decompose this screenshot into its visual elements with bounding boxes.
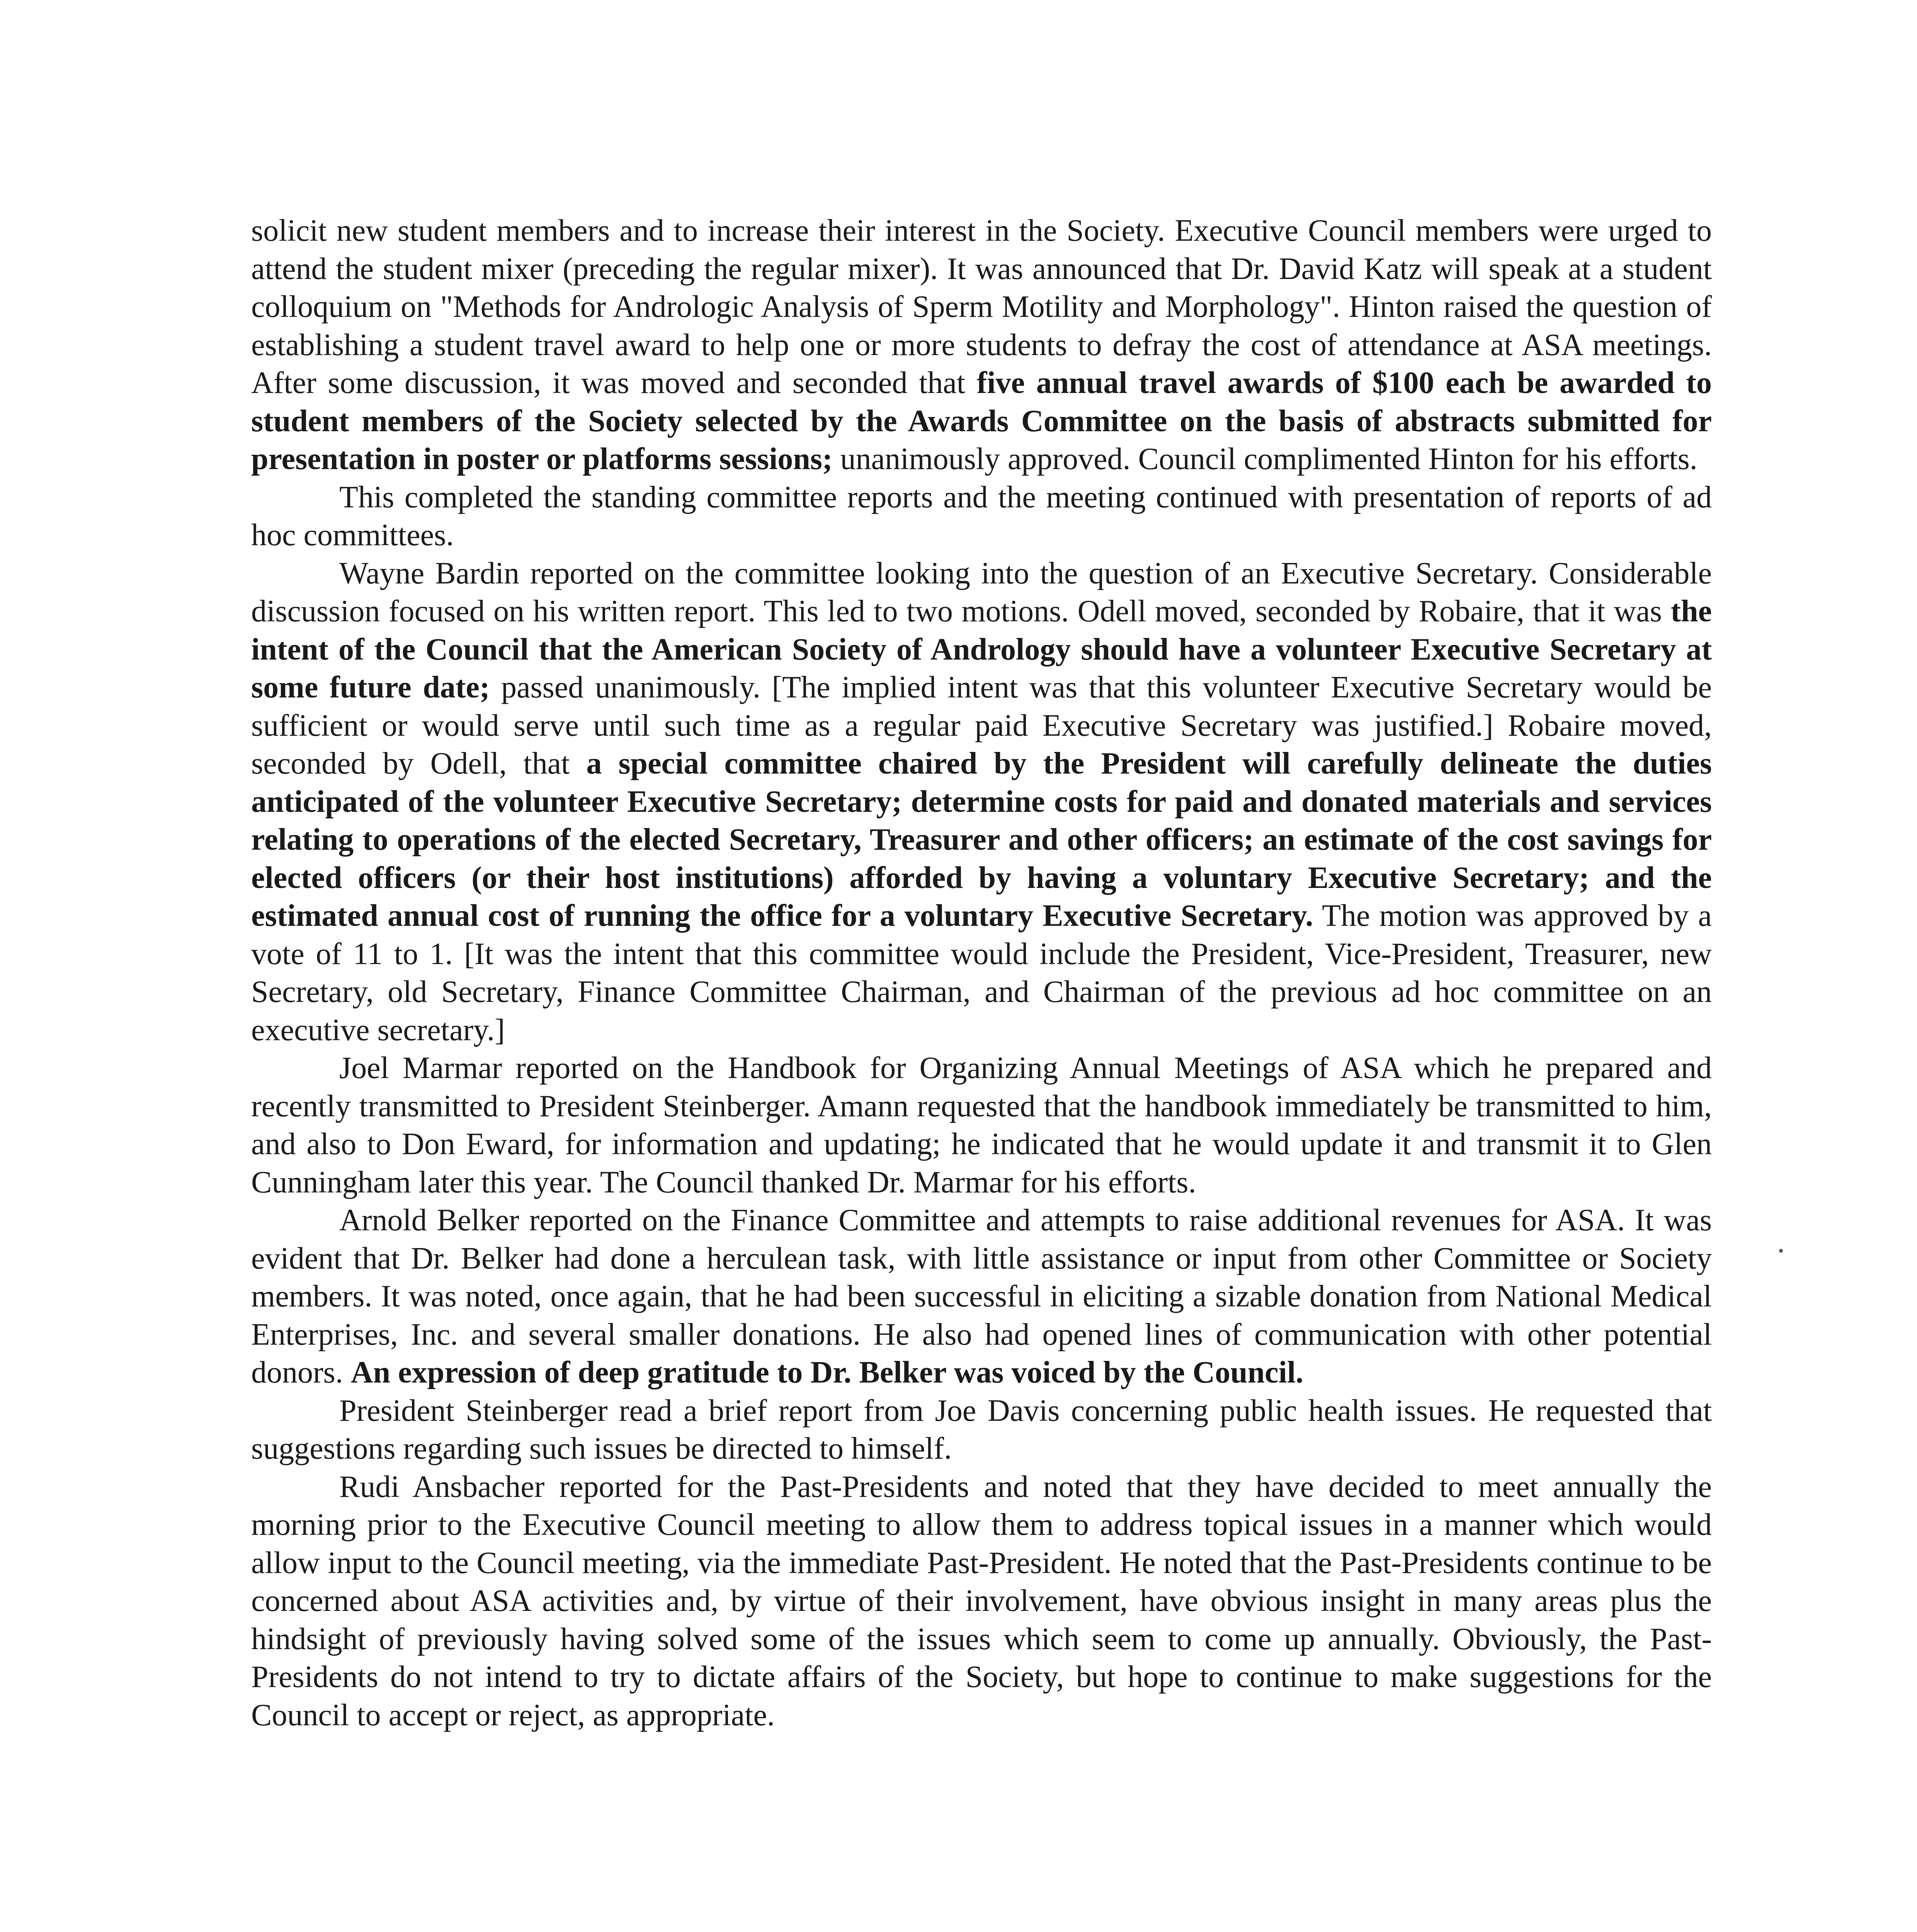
scan-speck <box>1779 1249 1783 1253</box>
text-run: Arnold Belker reported on the Finance Committee and attempts to raise additional revenues for ASA. It was evident that Dr. Belker had done a herculean task, with little assistance or input from other Committee or Society members. It was noted, once again, that he had been successful in eliciting a sizable donation from National Medical Enterprises, Inc. and several smaller donations. He also had opened lines of communication with other potential donors. <box>251 1203 1712 1389</box>
paragraph-public-health <box>251 1392 1712 1468</box>
bold-motion-travel-awards: five annual travel awards of $100 each be awarded to student members of the Society selected by the Awards Committee on the basis of abstracts submitted for presentation in poster or platforms sessions; <box>251 366 1712 476</box>
bold-motion-volunteer-secretary: the intent of the Council that the American Society of Andrology should have a volunteer Executive Secretary at some future date; <box>251 594 1712 704</box>
bold-expression-of-gratitude: An expression of deep gratitude to Dr. Belker was voiced by the Council. <box>350 1355 1303 1389</box>
text-run: Wayne Bardin reported on the committee looking into the question of an Executive Secretary. Considerable discussion focused on his written report. This led to two motions. Odell moved, seconded by Robaire, that it was <box>251 556 1712 628</box>
text-run: passed unanimously. [The implied intent was that this volunteer Executive Secretary would be sufficient or would serve until such time as a regular paid Executive Secretary was justified.] Robaire moved, seconded by Odell, that <box>251 670 1712 781</box>
text-run: President Steinberger read a brief report from Joe Davis concerning public health issues. He requested that suggestions regarding such issues be directed to himself. <box>251 1393 1712 1466</box>
text-run: This completed the standing committee reports and the meeting continued with presentation of reports of ad hoc committees. <box>251 480 1712 552</box>
paragraph-handbook <box>251 1049 1712 1201</box>
text-run: solicit new student members and to increase their interest in the Society. Executive Council members were urged to attend the student mixer (preceding the regular mixer). It was announced that Dr. David Katz will speak at a student colloquium on "Methods for Andrologic Analysis of Sperm Motility and Morphology". Hinton raised the question of establishing a student travel award to help one or more students to defray the cost of attendance at ASA meetings. After some discussion, it was moved and seconded that <box>251 214 1712 400</box>
text-run: unanimously approved. Council complimented Hinton for his efforts. <box>832 442 1698 476</box>
paragraph-finance-committee <box>251 1201 1712 1392</box>
minutes-body <box>251 212 1712 1734</box>
paragraph-executive-secretary <box>251 554 1712 1049</box>
paragraph-past-presidents <box>251 1468 1712 1735</box>
bold-motion-special-committee: a special committee chaired by the President will carefully delineate the duties anticipated of the volunteer Executive Secretary; determine costs for paid and donated materials and services relating to operations of the elected Secretary, Treasurer and other officers; an estimate of the cost savings for elected officers (or their host institutions) afforded by having a voluntary Executive Secretary; and the estimated annual cost of running the office for a voluntary Executive Secretary. <box>251 747 1712 933</box>
paragraph-student-affairs <box>251 212 1712 478</box>
text-run: The motion was approved by a vote of 11 to 1. [It was the intent that this committee would include the President, Vice-President, Treasurer, new Secretary, old Secretary, Finance Committee Chairman, and Chairman of the previous ad hoc committee on an executive secretary.] <box>251 899 1712 1047</box>
paragraph-standing-committees-complete <box>251 478 1712 554</box>
text-run: Joel Marmar reported on the Handbook for Organizing Annual Meetings of ASA which he prepared and recently transmitted to President Steinberger. Amann requested that the handbook immediately be transmitted to him, and also to Don Eward, for information and updating; he indicated that he would update it and transmit it to Glen Cunningham later this year. The Council thanked Dr. Marmar for his efforts. <box>251 1051 1712 1199</box>
text-run: Rudi Ansbacher reported for the Past-Presidents and noted that they have decided to meet annually the morning prior to the Executive Council meeting to allow them to address topical issues in a manner which would allow input to the Council meeting, via the immediate Past-President. He noted that the Past-Presidents continue to be concerned about ASA activities and, by virtue of their involvement, have obvious insight in many areas plus the hindsight of previously having solved some of the issues which seem to come up annually. Obviously, the Past-Presidents do not intend to try to dictate affairs of the Society, but hope to continue to make suggestions for the Council to accept or reject, as appropriate. <box>251 1469 1712 1732</box>
